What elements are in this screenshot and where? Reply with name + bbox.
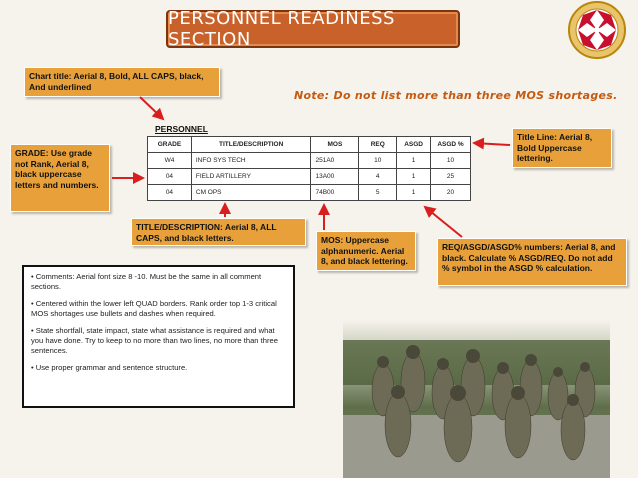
cell-req: 5 — [359, 185, 397, 201]
header-title-description: TITLE/DESCRIPTION — [191, 137, 311, 153]
cell-asgd-percent: 25 — [431, 169, 471, 185]
cell-description: INFO SYS TECH — [191, 153, 311, 169]
cell-mos: 13A00 — [311, 169, 359, 185]
note-text: Note: Do not list more than three MOS shortages. — [294, 89, 618, 102]
comment-item: • State shortfall, state impact, state what assistance is required and what you have done. Try to keep to no more than two lines, no more than three sentences. — [31, 326, 278, 355]
callout-mos: MOS: Uppercase alphanumeric. Aerial 8, and black lettering. — [316, 231, 416, 271]
cell-description: FIELD ARTILLERY — [191, 169, 311, 185]
page-title: PERSONNEL READINESS SECTION — [168, 8, 395, 50]
cell-asgd: 1 — [397, 153, 431, 169]
table-row — [148, 153, 471, 169]
cell-grade: 04 — [148, 169, 192, 185]
cell-asgd-percent: 10 — [431, 153, 471, 169]
header-asgd-percent: ASGD % — [431, 137, 471, 153]
comment-item: • Comments: Aerial font size 8 -10. Must be the same in all comment sections. — [31, 272, 262, 291]
callout-req-asgd: REQ/ASGD/ASGD% numbers: Aerial 8, and black. Calculate % ASGD/REQ. Do not add % symbol in the ASGD % calculation. — [437, 238, 627, 286]
callout-title-description: TITLE/DESCRIPTION: Aerial 8, ALL CAPS, and black letters. — [131, 218, 306, 246]
soldiers-photo — [343, 320, 610, 478]
cell-mos: 74B00 — [311, 185, 359, 201]
personnel-table — [147, 136, 471, 201]
cell-asgd: 1 — [397, 185, 431, 201]
cell-asgd-percent: 20 — [431, 185, 471, 201]
cell-grade: W4 — [148, 153, 192, 169]
cell-req: 10 — [359, 153, 397, 169]
callout-chart-title: Chart title: Aerial 8, Bold, ALL CAPS, black, And underlined — [24, 67, 220, 97]
unit-seal — [567, 0, 627, 60]
comment-item: • Centered within the lower left QUAD borders. Rank order top 1-3 critical MOS shortages use bullets and dashes when required. — [31, 299, 277, 318]
table-header-row — [148, 137, 471, 153]
comments-box — [22, 265, 295, 408]
callout-grade: GRADE: Use grade not Rank, Aerial 8, black uppercase letters and numbers. — [10, 144, 110, 212]
header-req: REQ — [359, 137, 397, 153]
header-grade: GRADE — [148, 137, 192, 153]
callout-title-line: Title Line: Aerial 8, Bold Uppercase lettering. — [512, 128, 612, 168]
table-title: PERSONNEL — [155, 124, 208, 134]
header-asgd: ASGD — [397, 137, 431, 153]
cell-asgd: 1 — [397, 169, 431, 185]
table-row — [148, 185, 471, 201]
cell-req: 4 — [359, 169, 397, 185]
table-row — [148, 169, 471, 185]
page-title-banner — [166, 10, 460, 48]
comment-item: • Use proper grammar and sentence structure. — [31, 363, 188, 372]
cell-mos: 251A0 — [311, 153, 359, 169]
cell-grade: 04 — [148, 185, 192, 201]
header-mos: MOS — [311, 137, 359, 153]
cell-description: CM OPS — [191, 185, 311, 201]
